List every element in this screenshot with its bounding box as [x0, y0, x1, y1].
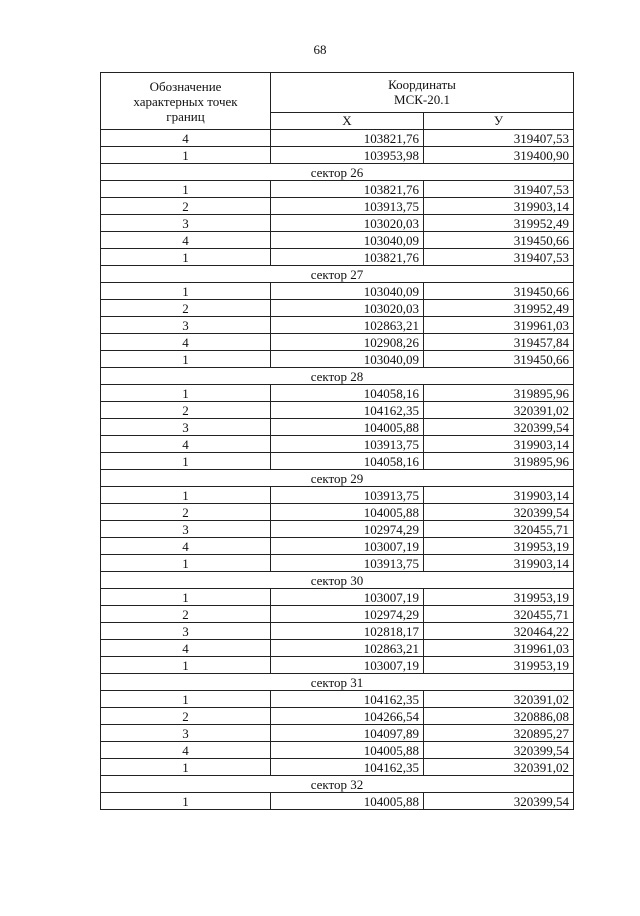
point-cell: 3 [101, 725, 271, 742]
sector-title: сектор 28 [101, 368, 574, 385]
point-cell: 1 [101, 249, 271, 266]
x-coordinate-cell: 102974,29 [271, 606, 424, 623]
x-coordinate-cell: 104005,88 [271, 419, 424, 436]
x-coordinate-cell: 102863,21 [271, 640, 424, 657]
x-coordinate-cell: 103007,19 [271, 657, 424, 674]
x-coordinate-cell: 103913,75 [271, 555, 424, 572]
y-column-header: У [424, 112, 574, 129]
points-header-line-2: характерных точек [133, 93, 238, 109]
y-coordinate-cell: 319903,14 [424, 198, 574, 215]
table-row [101, 453, 574, 470]
y-coordinate-cell: 320895,27 [424, 725, 574, 742]
point-cell: 3 [101, 215, 271, 232]
y-coordinate-cell: 319961,03 [424, 640, 574, 657]
sector-title: сектор 29 [101, 470, 574, 487]
point-cell: 2 [101, 504, 271, 521]
y-coordinate-cell: 320455,71 [424, 521, 574, 538]
table-row [101, 283, 574, 300]
point-cell: 1 [101, 657, 271, 674]
table-header [101, 73, 574, 130]
x-coordinate-cell: 104097,89 [271, 725, 424, 742]
y-coordinate-cell: 319407,53 [424, 249, 574, 266]
table-body [101, 130, 574, 810]
points-header-line-3: границ [166, 108, 205, 124]
y-coordinate-cell: 320399,54 [424, 742, 574, 759]
x-coordinate-cell: 103913,75 [271, 487, 424, 504]
sector-title-row [101, 266, 574, 283]
table-row [101, 436, 574, 453]
table-row [101, 147, 574, 164]
table-row [101, 759, 574, 776]
x-coordinate-cell: 103913,75 [271, 198, 424, 215]
table-row [101, 215, 574, 232]
point-cell: 1 [101, 181, 271, 198]
point-cell: 2 [101, 708, 271, 725]
point-cell: 4 [101, 742, 271, 759]
table-row [101, 198, 574, 215]
x-coordinate-cell: 102908,26 [271, 334, 424, 351]
y-coordinate-cell: 319953,19 [424, 589, 574, 606]
point-cell: 4 [101, 130, 271, 147]
table-row [101, 487, 574, 504]
point-cell: 2 [101, 300, 271, 317]
point-cell: 2 [101, 198, 271, 215]
point-cell: 3 [101, 623, 271, 640]
x-coordinate-cell: 103040,09 [271, 351, 424, 368]
points-column-header [101, 73, 271, 130]
y-coordinate-cell: 320391,02 [424, 691, 574, 708]
y-coordinate-cell: 319961,03 [424, 317, 574, 334]
y-coordinate-cell: 319903,14 [424, 487, 574, 504]
point-cell: 4 [101, 436, 271, 453]
point-cell: 3 [101, 419, 271, 436]
point-cell: 4 [101, 538, 271, 555]
table-row [101, 504, 574, 521]
x-coordinate-cell: 103821,76 [271, 249, 424, 266]
coords-header-line-2: МСК-20.1 [394, 92, 450, 108]
table-row [101, 640, 574, 657]
y-coordinate-cell: 319407,53 [424, 130, 574, 147]
point-cell: 2 [101, 402, 271, 419]
table-row [101, 317, 574, 334]
y-coordinate-cell: 319952,49 [424, 215, 574, 232]
x-coordinate-cell: 103040,09 [271, 232, 424, 249]
point-cell: 1 [101, 793, 271, 810]
x-coordinate-cell: 104266,54 [271, 708, 424, 725]
table-row [101, 589, 574, 606]
table-row [101, 606, 574, 623]
sector-title-row [101, 164, 574, 181]
x-coordinate-cell: 103007,19 [271, 538, 424, 555]
table-row [101, 555, 574, 572]
x-coordinate-cell: 103913,75 [271, 436, 424, 453]
y-coordinate-cell: 320464,22 [424, 623, 574, 640]
sector-title: сектор 26 [101, 164, 574, 181]
x-coordinate-cell: 102974,29 [271, 521, 424, 538]
table-row [101, 385, 574, 402]
y-coordinate-cell: 320886,08 [424, 708, 574, 725]
x-coordinate-cell: 103040,09 [271, 283, 424, 300]
table-row [101, 708, 574, 725]
y-coordinate-cell: 320455,71 [424, 606, 574, 623]
point-cell: 4 [101, 232, 271, 249]
x-coordinate-cell: 104005,88 [271, 504, 424, 521]
header-row-top [101, 73, 574, 113]
coordinates-table [100, 72, 574, 810]
point-cell: 1 [101, 351, 271, 368]
table-row [101, 130, 574, 147]
x-coordinate-cell: 103953,98 [271, 147, 424, 164]
y-coordinate-cell: 319953,19 [424, 538, 574, 555]
table-row [101, 538, 574, 555]
x-coordinate-cell: 103020,03 [271, 215, 424, 232]
y-coordinate-cell: 319407,53 [424, 181, 574, 198]
y-coordinate-cell: 319895,96 [424, 385, 574, 402]
point-cell: 3 [101, 521, 271, 538]
x-coordinate-cell: 104162,35 [271, 691, 424, 708]
y-coordinate-cell: 319450,66 [424, 283, 574, 300]
point-cell: 2 [101, 606, 271, 623]
table-row [101, 725, 574, 742]
sector-title: сектор 30 [101, 572, 574, 589]
y-coordinate-cell: 319952,49 [424, 300, 574, 317]
table-row [101, 402, 574, 419]
table-row [101, 623, 574, 640]
y-coordinate-cell: 319400,90 [424, 147, 574, 164]
x-coordinate-cell: 103020,03 [271, 300, 424, 317]
x-coordinate-cell: 102818,17 [271, 623, 424, 640]
point-cell: 1 [101, 691, 271, 708]
y-coordinate-cell: 320391,02 [424, 402, 574, 419]
table-row [101, 249, 574, 266]
y-coordinate-cell: 320399,54 [424, 793, 574, 810]
point-cell: 1 [101, 555, 271, 572]
sector-title-row [101, 572, 574, 589]
coords-header-line-1: Координаты [388, 77, 456, 93]
table-row [101, 657, 574, 674]
table-row [101, 351, 574, 368]
point-cell: 1 [101, 385, 271, 402]
x-coordinate-cell: 104005,88 [271, 742, 424, 759]
x-coordinate-cell: 103007,19 [271, 589, 424, 606]
table-row [101, 691, 574, 708]
sector-title: сектор 32 [101, 776, 574, 793]
x-coordinate-cell: 104058,16 [271, 385, 424, 402]
y-coordinate-cell: 320391,02 [424, 759, 574, 776]
table-row [101, 334, 574, 351]
y-coordinate-cell: 319903,14 [424, 436, 574, 453]
x-coordinate-cell: 104162,35 [271, 402, 424, 419]
x-coordinate-cell: 103821,76 [271, 181, 424, 198]
y-coordinate-cell: 319953,19 [424, 657, 574, 674]
table-row [101, 181, 574, 198]
x-coordinate-cell: 104162,35 [271, 759, 424, 776]
coordinates-column-header [271, 73, 574, 113]
x-column-header: X [271, 112, 424, 129]
point-cell: 4 [101, 640, 271, 657]
sector-title-row [101, 470, 574, 487]
x-coordinate-cell: 104005,88 [271, 793, 424, 810]
page-number: 68 [313, 42, 327, 57]
y-coordinate-cell: 319450,66 [424, 351, 574, 368]
y-coordinate-cell: 319450,66 [424, 232, 574, 249]
point-cell: 4 [101, 334, 271, 351]
point-cell: 1 [101, 589, 271, 606]
y-coordinate-cell: 319903,14 [424, 555, 574, 572]
y-coordinate-cell: 319457,84 [424, 334, 574, 351]
sector-title: сектор 31 [101, 674, 574, 691]
point-cell: 1 [101, 453, 271, 470]
point-cell: 1 [101, 147, 271, 164]
table-row [101, 232, 574, 249]
x-coordinate-cell: 102863,21 [271, 317, 424, 334]
point-cell: 3 [101, 317, 271, 334]
sector-title-row [101, 674, 574, 691]
points-header-line-1: Обозначение [149, 78, 222, 94]
table-row [101, 419, 574, 436]
y-coordinate-cell: 320399,54 [424, 504, 574, 521]
y-coordinate-cell: 319895,96 [424, 453, 574, 470]
table-row [101, 521, 574, 538]
point-cell: 1 [101, 487, 271, 504]
point-cell: 1 [101, 759, 271, 776]
table-row [101, 793, 574, 810]
sector-title: сектор 27 [101, 266, 574, 283]
sector-title-row [101, 368, 574, 385]
x-coordinate-cell: 104058,16 [271, 453, 424, 470]
table-row [101, 300, 574, 317]
sector-title-row [101, 776, 574, 793]
x-coordinate-cell: 103821,76 [271, 130, 424, 147]
y-coordinate-cell: 320399,54 [424, 419, 574, 436]
table-row [101, 742, 574, 759]
point-cell: 1 [101, 283, 271, 300]
